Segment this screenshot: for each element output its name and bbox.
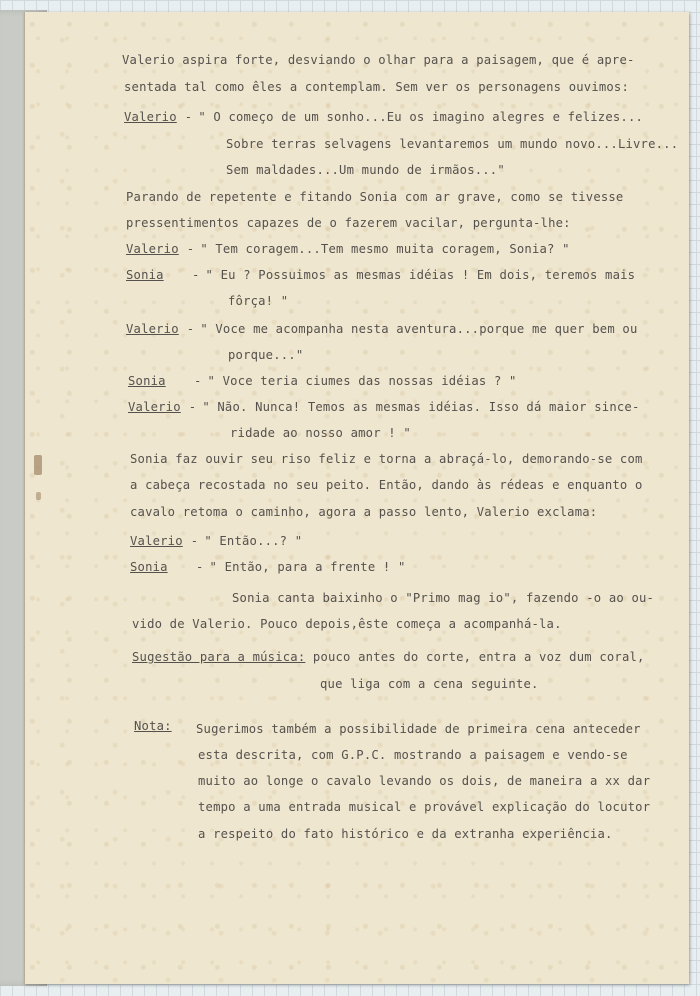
dialogue-continuation: Sobre terras selvagens levantaremos um mundo novo...Livre... xyxy=(226,137,679,151)
narration-line: a cabeça recostada no seu peito. Então, dando às rédeas e enquanto o xyxy=(130,478,643,492)
note-line: Sugerimos também a possibilidade de primeira cena anteceder xyxy=(196,722,641,736)
dialogue-line xyxy=(126,322,638,336)
dash: - xyxy=(196,560,204,574)
speaker-name: Sonia xyxy=(130,560,168,574)
narration-line: Valerio aspira forte, desviando o olhar para a paisagem, que é apre- xyxy=(122,53,635,67)
dialogue-text: " Eu ? Possuimos as mesmas idéias ! Em dois, teremos mais xyxy=(205,268,636,282)
staple-rust-mark xyxy=(34,455,42,475)
dash: - xyxy=(186,242,195,256)
dialogue-line xyxy=(126,242,570,256)
dash: - xyxy=(184,110,193,124)
dialogue-continuation: Sem maldades...Um mundo de irmãos..." xyxy=(226,163,505,177)
narration-line: vido de Valerio. Pouco depois,êste começa a acompanhá-la. xyxy=(132,617,562,631)
note-label: Nota: xyxy=(134,719,172,733)
dash: - xyxy=(188,400,197,414)
dialogue-continuation: fôrça! " xyxy=(228,294,289,308)
speaker-name: Sonia xyxy=(128,374,166,388)
dialogue-line xyxy=(128,400,640,414)
speaker-name: Valerio xyxy=(126,242,179,256)
dialogue-continuation: ridade ao nosso amor ! " xyxy=(230,426,411,440)
speaker-name: Valerio xyxy=(130,534,183,548)
dialogue-text: " Voce teria ciumes das nossas idéias ? " xyxy=(207,374,517,388)
dialogue-text: " Então, para a frente ! " xyxy=(209,560,406,574)
note-line: esta descrita, com G.P.C. mostrando a paisagem e vendo-se xyxy=(198,748,628,762)
speaker-name: Valerio xyxy=(128,400,181,414)
dash: - xyxy=(194,374,202,388)
staple-rust-mark xyxy=(36,492,41,500)
narration-line: sentada tal como êles a contemplam. Sem ver os personagens ouvimos: xyxy=(124,80,630,94)
speaker-name: Sonia xyxy=(126,268,164,282)
music-suggestion-text: pouco antes do corte, entra a voz dum coral, xyxy=(305,650,645,664)
dialogue-text: " Então...? " xyxy=(204,534,303,548)
dash: - xyxy=(190,534,199,548)
narration-line: cavalo retoma o caminho, agora a passo lento, Valerio exclama: xyxy=(130,505,598,519)
dialogue-line xyxy=(126,268,635,282)
note-line: muito ao longe o cavalo levando os dois, de maneira a xx dar xyxy=(198,774,651,788)
speaker-name: Valerio xyxy=(126,322,179,336)
music-suggestion-continuation: que liga com a cena seguinte. xyxy=(320,677,539,691)
dialogue-text: " Não. Nunca! Temos as mesmas idéias. Isso dá maior since- xyxy=(202,400,640,414)
note-line: a respeito do fato histórico e da extranha experiência. xyxy=(198,827,613,841)
dialogue-text: " Tem coragem...Tem mesmo muita coragem, Sonia? " xyxy=(200,242,570,256)
dialogue-line xyxy=(130,560,406,574)
dialogue-line xyxy=(124,110,643,124)
music-suggestion-line xyxy=(132,650,645,664)
narration-line: Sonia faz ouvir seu riso feliz e torna a abraçá-lo, demorando-se com xyxy=(130,452,643,466)
dash: - xyxy=(186,322,195,336)
dialogue-line xyxy=(130,534,302,548)
music-suggestion-label: Sugestão para a música: xyxy=(132,650,306,664)
narration-line: Parando de repetente e fitando Sonia com ar grave, como se tivesse xyxy=(126,190,624,204)
dash: - xyxy=(192,268,200,282)
dialogue-continuation: porque..." xyxy=(228,348,304,362)
narration-line: Sonia canta baixinho o "Primo mag io", fazendo -o ao ou- xyxy=(232,591,655,605)
narration-line: pressentimentos capazes de o fazerem vacilar, pergunta-lhe: xyxy=(126,216,571,230)
note-line: tempo a uma entrada musical e provável explicação do locutor xyxy=(198,800,651,814)
dialogue-text: " O começo de um sonho...Eu os imagino alegres e felizes... xyxy=(198,110,644,124)
dialogue-line xyxy=(128,374,517,388)
dialogue-text: " Voce me acompanha nesta aventura...porque me quer bem ou xyxy=(200,322,638,336)
speaker-name: Valerio xyxy=(124,110,177,124)
